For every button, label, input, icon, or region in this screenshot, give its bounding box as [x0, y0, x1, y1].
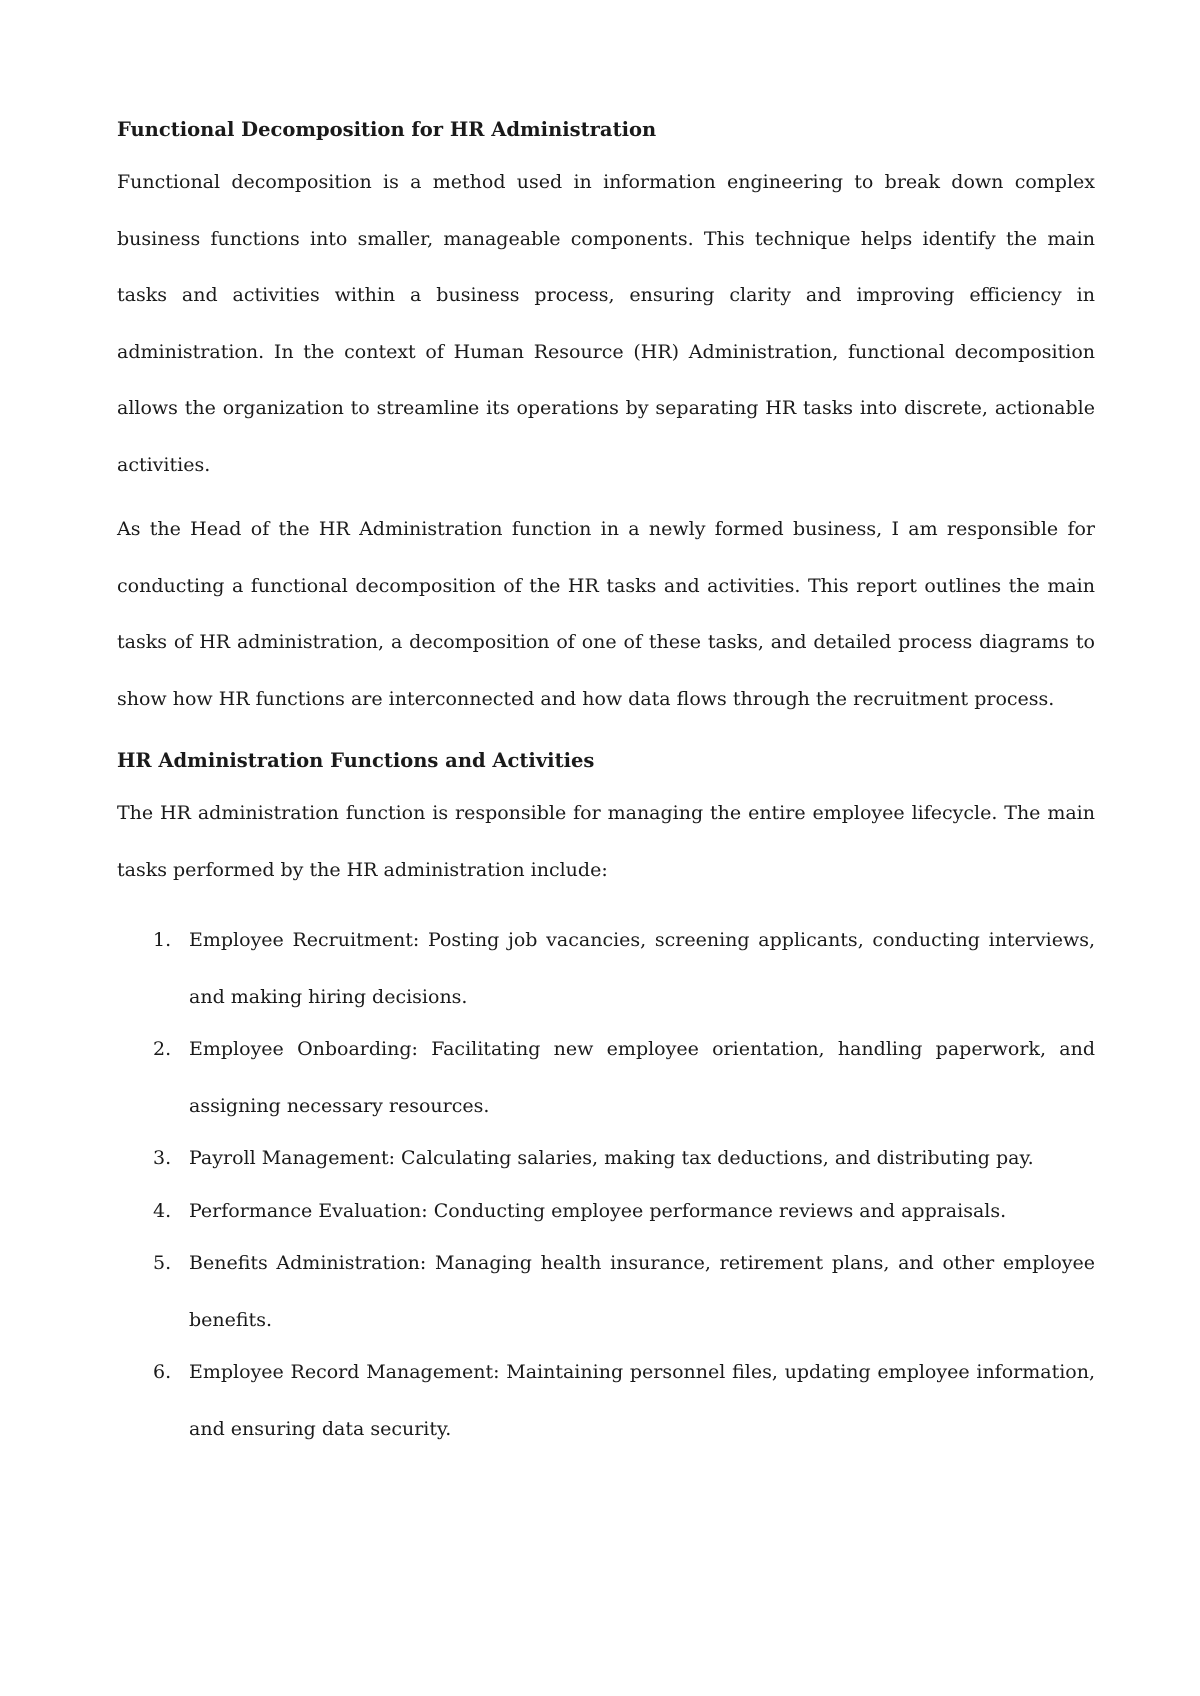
list-item-number: 1. — [153, 929, 172, 951]
list-item — [117, 912, 1095, 1025]
list-item-number: 3. — [153, 1147, 172, 1169]
paragraph-intro: Functional decomposition is a method used in information engineering to break down complex business functions into smaller, manageable components. This technique helps identify the main tasks and activities within a business process, ensuring clarity and improving efficiency in administration. In the context of Human Resource (HR) Administration, functional decomposition allows the organization to streamline its operations by separating HR tasks into discrete, actionable activities. — [117, 171, 1095, 476]
section-spacer — [117, 727, 1095, 741]
paragraph-responsibility: As the Head of the HR Administration function in a newly formed business, I am responsible for conducting a functional decomposition of the HR tasks and activities. This report outlines the main tasks of HR administration, a decomposition of one of these tasks, and detailed process diagrams to show how HR functions are interconnected and how data flows through the recruitment process. — [117, 518, 1095, 710]
list-item — [117, 1344, 1095, 1457]
list-item-number: 5. — [153, 1252, 172, 1274]
list-item-text: Performance Evaluation: Conducting employee performance reviews and appraisals. — [189, 1199, 1007, 1222]
list-item-text: Payroll Management: Calculating salaries, making tax deductions, and distributing pay. — [189, 1147, 1034, 1169]
paragraph-hr-functions-intro: The HR administration function is responsible for managing the entire employee lifecycle. The main tasks performed by the HR administration include: — [117, 802, 1095, 881]
list-item — [117, 1235, 1095, 1348]
section-heading-hr-functions: HR Administration Functions and Activities — [117, 749, 595, 772]
list-item-text: Employee Record Management: Maintaining personnel files, updating employee information, and ensuring data security. — [189, 1361, 1095, 1440]
list-item-text: Employee Recruitment: Posting job vacancies, screening applicants, conducting interviews, and making hiring decisions. — [189, 929, 1095, 1008]
task-list — [117, 912, 1095, 1457]
list-item-number: 2. — [153, 1038, 172, 1060]
section-heading-functional-decomposition: Functional Decomposition for HR Administration — [117, 118, 657, 141]
document-body — [117, 110, 1095, 1457]
list-item-text: Employee Onboarding: Facilitating new employee orientation, handling paperwork, and assigning necessary resources. — [189, 1038, 1095, 1117]
list-item-text: Benefits Administration: Managing health insurance, retirement plans, and other employee benefits. — [189, 1252, 1095, 1331]
list-item-number: 4. — [153, 1199, 172, 1222]
list-item — [117, 1021, 1095, 1134]
list-item — [117, 1183, 1095, 1240]
list-item-number: 6. — [153, 1361, 172, 1383]
list-item — [117, 1130, 1095, 1187]
